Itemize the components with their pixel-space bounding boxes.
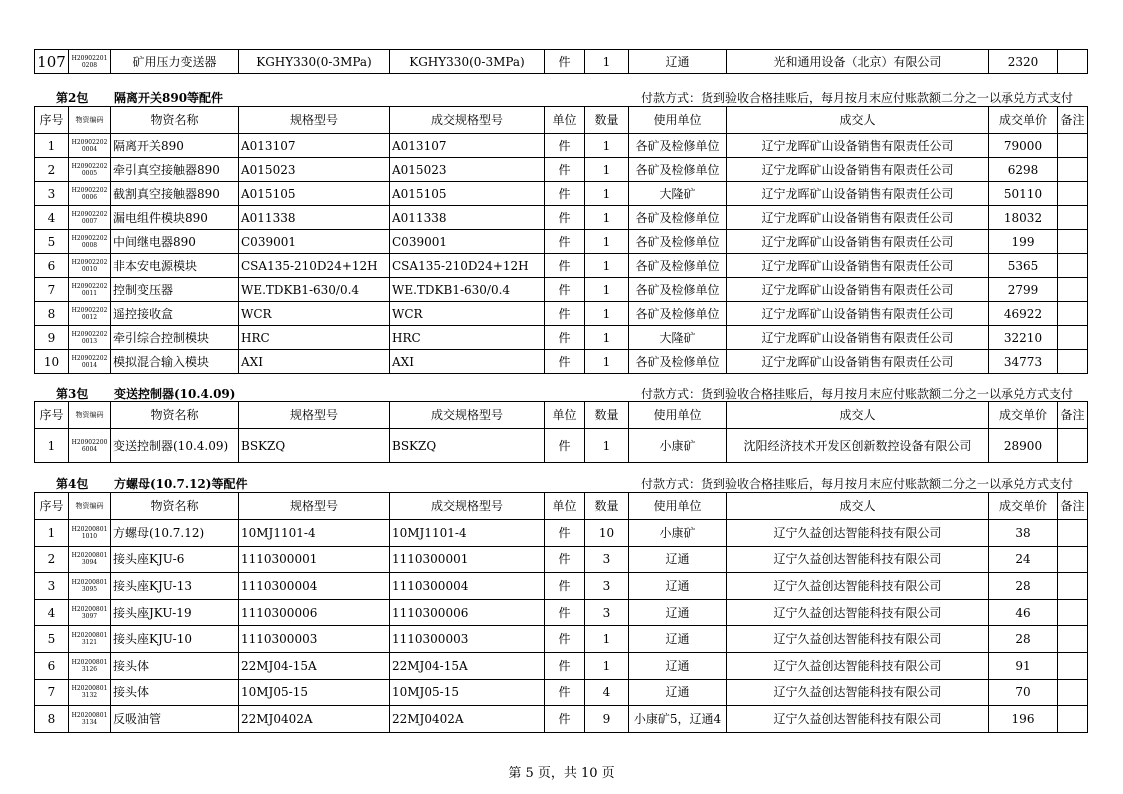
- package-header: [34, 89, 1087, 105]
- table-row: [35, 182, 1088, 206]
- name-cell: 接头座KJU-6: [111, 546, 239, 573]
- deal-spec-cell: A011338: [390, 206, 545, 230]
- qty-cell: 1: [585, 134, 629, 158]
- header-note: 备注: [1058, 402, 1088, 429]
- unit-cell: 件: [545, 50, 585, 74]
- header-price: 成交单价: [989, 493, 1058, 520]
- seq-cell: 3: [35, 182, 69, 206]
- seq-cell: 7: [35, 278, 69, 302]
- spec-cell: A013107: [239, 134, 390, 158]
- deal-spec-cell: AXI: [390, 350, 545, 374]
- user-cell: 辽通: [629, 599, 727, 626]
- package-name: 隔离开关890等配件: [114, 91, 224, 105]
- table-row: [35, 350, 1088, 374]
- deal-spec-cell: 10MJ05-15: [390, 679, 545, 706]
- unit-cell: 件: [545, 546, 585, 573]
- price-cell: 18032: [989, 206, 1058, 230]
- note-cell: [1058, 302, 1088, 326]
- user-cell: 小康矿: [629, 520, 727, 547]
- header-user: 使用单位: [629, 402, 727, 429]
- header-name: 物资名称: [111, 402, 239, 429]
- code-cell: H209022020004: [69, 134, 111, 158]
- header-code: 物资编码: [69, 107, 111, 134]
- code-cell: H209022020008: [69, 230, 111, 254]
- deal-spec-cell: 1110300004: [390, 573, 545, 600]
- spec-cell: 1110300003: [239, 626, 390, 653]
- spec-cell: CSA135-210D24+12H: [239, 254, 390, 278]
- header-qty: 数量: [585, 402, 629, 429]
- deal-spec-cell: 10MJ1101-4: [390, 520, 545, 547]
- qty-cell: 1: [585, 230, 629, 254]
- header-seq: 序号: [35, 493, 69, 520]
- package-number: 第4包: [56, 477, 89, 491]
- header-vendor: 成交人: [727, 493, 989, 520]
- seq-cell: 1: [35, 134, 69, 158]
- package-table: [34, 106, 1088, 374]
- vendor-cell: 辽宁龙晖矿山设备销售有限责任公司: [727, 278, 989, 302]
- table-row: [35, 520, 1088, 547]
- header-seq: 序号: [35, 402, 69, 429]
- price-cell: 2799: [989, 278, 1058, 302]
- name-cell: 牵引真空接触器890: [111, 158, 239, 182]
- code-cell: H209022020005: [69, 158, 111, 182]
- deal-spec-cell: 1110300003: [390, 626, 545, 653]
- table-row: [35, 278, 1088, 302]
- user-cell: 各矿及检修单位: [629, 302, 727, 326]
- price-cell: 70: [989, 679, 1058, 706]
- spec-cell: HRC: [239, 326, 390, 350]
- note-cell: [1058, 326, 1088, 350]
- name-cell: 接头体: [111, 679, 239, 706]
- unit-cell: 件: [545, 182, 585, 206]
- vendor-cell: 辽宁龙晖矿山设备销售有限责任公司: [727, 350, 989, 374]
- deal-spec-cell: A015023: [390, 158, 545, 182]
- header-name: 物资名称: [111, 107, 239, 134]
- qty-cell: 1: [585, 206, 629, 230]
- seq-cell: 1: [35, 520, 69, 547]
- name-cell: 牵引综合控制模块: [111, 326, 239, 350]
- code-cell: H209022020013: [69, 326, 111, 350]
- qty-cell: 1: [585, 652, 629, 679]
- table-row: [35, 546, 1088, 573]
- table-body: [35, 402, 1088, 463]
- note-cell: [1058, 182, 1088, 206]
- spec-cell: 1110300001: [239, 546, 390, 573]
- deal-spec-cell: C039001: [390, 230, 545, 254]
- name-cell: 接头座KJU-13: [111, 573, 239, 600]
- spec-cell: BSKZQ: [239, 429, 390, 463]
- header-name: 物资名称: [111, 493, 239, 520]
- user-cell: 各矿及检修单位: [629, 350, 727, 374]
- table-header-row: [35, 107, 1088, 134]
- unit-cell: 件: [545, 254, 585, 278]
- name-cell: 矿用压力变送器: [111, 50, 239, 74]
- price-cell: 46: [989, 599, 1058, 626]
- deal-spec-cell: 22MJ0402A: [390, 706, 545, 733]
- table-row: [35, 679, 1088, 706]
- user-cell: 辽通: [629, 50, 727, 74]
- code-cell: H202008013126: [69, 652, 111, 679]
- header-qty: 数量: [585, 493, 629, 520]
- vendor-cell: 辽宁龙晖矿山设备销售有限责任公司: [727, 182, 989, 206]
- package-header: [34, 385, 1087, 401]
- code-cell: H209022020011: [69, 278, 111, 302]
- seq-cell: 6: [35, 652, 69, 679]
- header-seq: 序号: [35, 107, 69, 134]
- qty-cell: 1: [585, 326, 629, 350]
- note-cell: [1058, 573, 1088, 600]
- note-cell: [1058, 652, 1088, 679]
- code-cell: H209022020014: [69, 350, 111, 374]
- qty-cell: 1: [585, 278, 629, 302]
- deal-spec-cell: BSKZQ: [390, 429, 545, 463]
- name-cell: 非本安电源模块: [111, 254, 239, 278]
- vendor-cell: 辽宁久益创达智能科技有限公司: [727, 520, 989, 547]
- unit-cell: 件: [545, 302, 585, 326]
- user-cell: 各矿及检修单位: [629, 278, 727, 302]
- vendor-cell: 辽宁龙晖矿山设备销售有限责任公司: [727, 302, 989, 326]
- page-footer: 第 5 页，共 10 页: [508, 766, 615, 781]
- payment-terms: 付款方式：货到验收合格挂账后，每月按月末应付账款额二分之一以承兑方式支付: [640, 387, 1073, 401]
- spec-cell: A015105: [239, 182, 390, 206]
- qty-cell: 1: [585, 302, 629, 326]
- price-cell: 46922: [989, 302, 1058, 326]
- vendor-cell: 辽宁久益创达智能科技有限公司: [727, 599, 989, 626]
- user-cell: 小康矿: [629, 429, 727, 463]
- user-cell: 大隆矿: [629, 326, 727, 350]
- code-cell: H202008013134: [69, 706, 111, 733]
- vendor-cell: 沈阳经济技术开发区创新数控设备有限公司: [727, 429, 989, 463]
- code-cell: H209022020006: [69, 182, 111, 206]
- note-cell: [1058, 626, 1088, 653]
- unit-cell: 件: [545, 326, 585, 350]
- note-cell: [1058, 230, 1088, 254]
- qty-cell: 1: [585, 254, 629, 278]
- note-cell: [1058, 546, 1088, 573]
- vendor-cell: 辽宁龙晖矿山设备销售有限责任公司: [727, 326, 989, 350]
- vendor-cell: 辽宁龙晖矿山设备销售有限责任公司: [727, 230, 989, 254]
- seq-cell: 1: [35, 429, 69, 463]
- vendor-cell: 辽宁久益创达智能科技有限公司: [727, 706, 989, 733]
- note-cell: [1058, 278, 1088, 302]
- spec-cell: AXI: [239, 350, 390, 374]
- name-cell: 接头体: [111, 652, 239, 679]
- user-cell: 小康矿5，辽通4: [629, 706, 727, 733]
- vendor-cell: 辽宁龙晖矿山设备销售有限责任公司: [727, 206, 989, 230]
- header-note: 备注: [1058, 107, 1088, 134]
- name-cell: 控制变压器: [111, 278, 239, 302]
- vendor-cell: 辽宁久益创达智能科技有限公司: [727, 546, 989, 573]
- deal-spec-cell: HRC: [390, 326, 545, 350]
- table-row: [35, 302, 1088, 326]
- spec-cell: 1110300006: [239, 599, 390, 626]
- header-deal-spec: 成交规格型号: [390, 493, 545, 520]
- deal-spec-cell: WE.TDKB1-630/0.4: [390, 278, 545, 302]
- table-header-row: [35, 493, 1088, 520]
- price-cell: 91: [989, 652, 1058, 679]
- note-cell: [1058, 599, 1088, 626]
- price-cell: 79000: [989, 134, 1058, 158]
- deal-spec-cell: 1110300006: [390, 599, 545, 626]
- name-cell: 接头座KJU-10: [111, 626, 239, 653]
- seq-cell: 8: [35, 706, 69, 733]
- header-user: 使用单位: [629, 107, 727, 134]
- header-price: 成交单价: [989, 107, 1058, 134]
- vendor-cell: 辽宁龙晖矿山设备销售有限责任公司: [727, 158, 989, 182]
- qty-cell: 9: [585, 706, 629, 733]
- spec-cell: 10MJ05-15: [239, 679, 390, 706]
- price-cell: 2320: [989, 50, 1058, 74]
- vendor-cell: 辽宁久益创达智能科技有限公司: [727, 679, 989, 706]
- user-cell: 辽通: [629, 652, 727, 679]
- qty-cell: 3: [585, 599, 629, 626]
- table-row: [35, 652, 1088, 679]
- name-cell: 中间继电器890: [111, 230, 239, 254]
- vendor-cell: 辽宁久益创达智能科技有限公司: [727, 652, 989, 679]
- header-vendor: 成交人: [727, 107, 989, 134]
- deal-spec-cell: 22MJ04-15A: [390, 652, 545, 679]
- table-row: [35, 50, 1088, 74]
- header-spec: 规格型号: [239, 402, 390, 429]
- header-code: 物资编码: [69, 493, 111, 520]
- unit-cell: 件: [545, 520, 585, 547]
- table-row: [35, 326, 1088, 350]
- note-cell: [1058, 158, 1088, 182]
- deal-spec-cell: A015105: [390, 182, 545, 206]
- table-row: [35, 626, 1088, 653]
- header-vendor: 成交人: [727, 402, 989, 429]
- note-cell: [1058, 706, 1088, 733]
- table-row: [35, 158, 1088, 182]
- note-cell: [1058, 206, 1088, 230]
- price-cell: 28: [989, 626, 1058, 653]
- code-cell: H202008013095: [69, 573, 111, 600]
- user-cell: 辽通: [629, 546, 727, 573]
- unit-cell: 件: [545, 573, 585, 600]
- price-cell: 50110: [989, 182, 1058, 206]
- seq-cell: 5: [35, 230, 69, 254]
- price-cell: 199: [989, 230, 1058, 254]
- table-row: [35, 706, 1088, 733]
- vendor-cell: 辽宁龙晖矿山设备销售有限责任公司: [727, 254, 989, 278]
- header-deal-spec: 成交规格型号: [390, 107, 545, 134]
- header-unit: 单位: [545, 493, 585, 520]
- user-cell: 辽通: [629, 573, 727, 600]
- unit-cell: 件: [545, 706, 585, 733]
- qty-cell: 3: [585, 546, 629, 573]
- note-cell: [1058, 429, 1088, 463]
- seq-cell: 4: [35, 206, 69, 230]
- package-name: 方螺母(10.7.12)等配件: [114, 477, 248, 491]
- table-body: [35, 493, 1088, 733]
- seq-cell: 2: [35, 158, 69, 182]
- seq-cell: 6: [35, 254, 69, 278]
- deal-spec-cell: 1110300001: [390, 546, 545, 573]
- seq-cell: 3: [35, 573, 69, 600]
- price-cell: 196: [989, 706, 1058, 733]
- table-row: [35, 254, 1088, 278]
- spec-cell: WE.TDKB1-630/0.4: [239, 278, 390, 302]
- header-deal-spec: 成交规格型号: [390, 402, 545, 429]
- header-qty: 数量: [585, 107, 629, 134]
- name-cell: 变送控制器(10.4.09): [111, 429, 239, 463]
- note-cell: [1058, 134, 1088, 158]
- spec-cell: 10MJ1101-4: [239, 520, 390, 547]
- name-cell: 反吸油管: [111, 706, 239, 733]
- seq-cell: 4: [35, 599, 69, 626]
- header-price: 成交单价: [989, 402, 1058, 429]
- user-cell: 大隆矿: [629, 182, 727, 206]
- payment-terms: 付款方式：货到验收合格挂账后，每月按月末应付账款额二分之一以承兑方式支付: [640, 91, 1073, 105]
- code-cell: H202008013132: [69, 679, 111, 706]
- spec-cell: A015023: [239, 158, 390, 182]
- qty-cell: 1: [585, 429, 629, 463]
- name-cell: 截割真空接触器890: [111, 182, 239, 206]
- code-cell: H209022006004: [69, 429, 111, 463]
- spec-cell: 22MJ04-15A: [239, 652, 390, 679]
- code-cell: H209022020007: [69, 206, 111, 230]
- table-row: [35, 599, 1088, 626]
- user-cell: 各矿及检修单位: [629, 230, 727, 254]
- note-cell: [1058, 254, 1088, 278]
- code-cell: H209022020010: [69, 254, 111, 278]
- name-cell: 隔离开关890: [111, 134, 239, 158]
- seq-cell: 107: [35, 50, 69, 74]
- name-cell: 遥控接收盒: [111, 302, 239, 326]
- table-row: [35, 134, 1088, 158]
- price-cell: 28: [989, 573, 1058, 600]
- unit-cell: 件: [545, 278, 585, 302]
- package-table: [34, 492, 1088, 733]
- name-cell: 漏电组件模块890: [111, 206, 239, 230]
- note-cell: [1058, 350, 1088, 374]
- vendor-cell: 辽宁龙晖矿山设备销售有限责任公司: [727, 134, 989, 158]
- user-cell: 各矿及检修单位: [629, 254, 727, 278]
- spec-cell: A011338: [239, 206, 390, 230]
- unit-cell: 件: [545, 230, 585, 254]
- note-cell: [1058, 679, 1088, 706]
- header-unit: 单位: [545, 402, 585, 429]
- user-cell: 各矿及检修单位: [629, 206, 727, 230]
- spec-cell: 1110300004: [239, 573, 390, 600]
- price-cell: 32210: [989, 326, 1058, 350]
- unit-cell: 件: [545, 429, 585, 463]
- price-cell: 28900: [989, 429, 1058, 463]
- unit-cell: 件: [545, 350, 585, 374]
- price-cell: 34773: [989, 350, 1058, 374]
- user-cell: 各矿及检修单位: [629, 134, 727, 158]
- deal-spec-cell: KGHY330(0-3MPa): [390, 50, 545, 74]
- qty-cell: 10: [585, 520, 629, 547]
- spec-cell: KGHY330(0-3MPa): [239, 50, 390, 74]
- vendor-cell: 辽宁久益创达智能科技有限公司: [727, 626, 989, 653]
- table-row: [35, 573, 1088, 600]
- top-table: [34, 49, 1088, 74]
- table-header-row: [35, 402, 1088, 429]
- code-cell: H202008013097: [69, 599, 111, 626]
- qty-cell: 1: [585, 626, 629, 653]
- code-cell: H202008011010: [69, 520, 111, 547]
- seq-cell: 10: [35, 350, 69, 374]
- qty-cell: 1: [585, 182, 629, 206]
- qty-cell: 4: [585, 679, 629, 706]
- unit-cell: 件: [545, 158, 585, 182]
- unit-cell: 件: [545, 679, 585, 706]
- package-header: [34, 475, 1087, 491]
- code-cell: H209022010208: [69, 50, 111, 74]
- table-row: [35, 206, 1088, 230]
- unit-cell: 件: [545, 652, 585, 679]
- code-cell: H202008013094: [69, 546, 111, 573]
- code-cell: H202008013121: [69, 626, 111, 653]
- package-name: 变送控制器(10.4.09): [114, 387, 236, 401]
- note-cell: [1058, 520, 1088, 547]
- unit-cell: 件: [545, 626, 585, 653]
- vendor-cell: 光和通用设备（北京）有限公司: [727, 50, 989, 74]
- price-cell: 38: [989, 520, 1058, 547]
- header-spec: 规格型号: [239, 107, 390, 134]
- spec-cell: 22MJ0402A: [239, 706, 390, 733]
- qty-cell: 1: [585, 50, 629, 74]
- seq-cell: 7: [35, 679, 69, 706]
- user-cell: 各矿及检修单位: [629, 158, 727, 182]
- package-table: [34, 401, 1088, 463]
- header-user: 使用单位: [629, 493, 727, 520]
- qty-cell: 1: [585, 158, 629, 182]
- package-number: 第3包: [56, 387, 89, 401]
- price-cell: 24: [989, 546, 1058, 573]
- qty-cell: 3: [585, 573, 629, 600]
- unit-cell: 件: [545, 599, 585, 626]
- deal-spec-cell: WCR: [390, 302, 545, 326]
- deal-spec-cell: A013107: [390, 134, 545, 158]
- seq-cell: 2: [35, 546, 69, 573]
- header-spec: 规格型号: [239, 493, 390, 520]
- spec-cell: WCR: [239, 302, 390, 326]
- code-cell: H209022020012: [69, 302, 111, 326]
- vendor-cell: 辽宁久益创达智能科技有限公司: [727, 573, 989, 600]
- table-body: [35, 107, 1088, 374]
- table-row: [35, 429, 1088, 463]
- header-note: 备注: [1058, 493, 1088, 520]
- header-unit: 单位: [545, 107, 585, 134]
- spec-cell: C039001: [239, 230, 390, 254]
- price-cell: 6298: [989, 158, 1058, 182]
- unit-cell: 件: [545, 206, 585, 230]
- seq-cell: 8: [35, 302, 69, 326]
- seq-cell: 5: [35, 626, 69, 653]
- unit-cell: 件: [545, 134, 585, 158]
- name-cell: 模拟混合输入模块: [111, 350, 239, 374]
- user-cell: 辽通: [629, 626, 727, 653]
- name-cell: 方螺母(10.7.12): [111, 520, 239, 547]
- table-row: [35, 230, 1088, 254]
- package-number: 第2包: [56, 91, 89, 105]
- qty-cell: 1: [585, 350, 629, 374]
- payment-terms: 付款方式：货到验收合格挂账后，每月按月末应付账款额二分之一以承兑方式支付: [640, 477, 1073, 491]
- price-cell: 5365: [989, 254, 1058, 278]
- note-cell: [1058, 50, 1088, 74]
- seq-cell: 9: [35, 326, 69, 350]
- user-cell: 辽通: [629, 679, 727, 706]
- header-code: 物资编码: [69, 402, 111, 429]
- deal-spec-cell: CSA135-210D24+12H: [390, 254, 545, 278]
- name-cell: 接头座JKU-19: [111, 599, 239, 626]
